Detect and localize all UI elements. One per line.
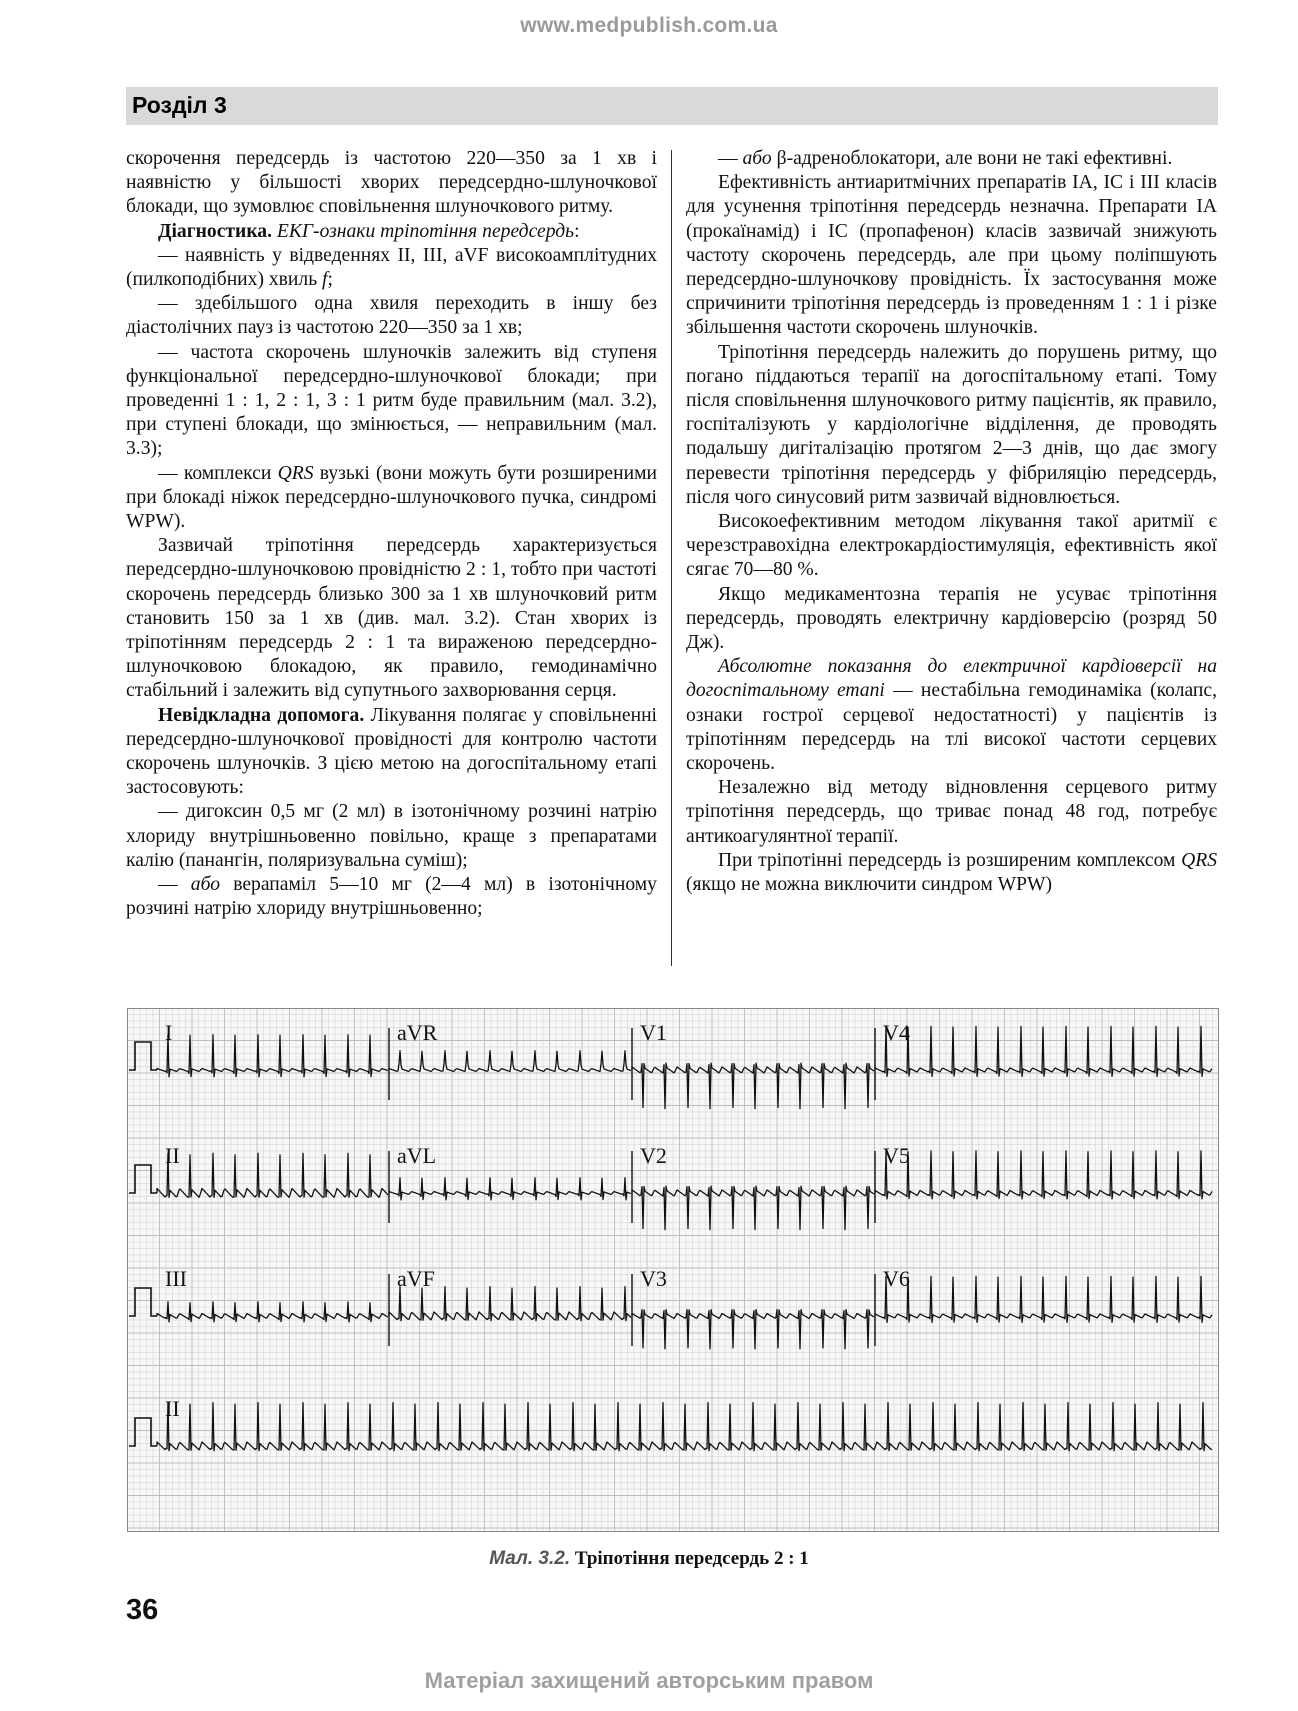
right-text-column xyxy=(686,147,1217,897)
left-text-column xyxy=(126,147,657,922)
paragraph xyxy=(126,244,657,292)
copyright-watermark: Матеріал захищений авторським правом xyxy=(424,1668,874,1693)
paragraph xyxy=(126,704,657,801)
paragraph xyxy=(686,583,1217,656)
text-run: — комплекси xyxy=(158,462,278,484)
lead-label: aVF xyxy=(397,1266,435,1291)
paragraph xyxy=(126,462,657,535)
lead-label: II xyxy=(165,1143,180,1168)
text-run: Абсолютне показання до електричної кардіоверсії на догоспітальному етапі xyxy=(686,656,1217,702)
ecg-tracing xyxy=(127,1008,1219,1532)
paragraph xyxy=(686,341,1217,510)
text-run: f xyxy=(322,269,328,291)
text-run: — дигоксин 0,5 мг (2 мл) в ізотонічному розчині натрію хлориду внутрішньовенно повільно, краще з препаратами калію (панангін, поляризувальна суміш); xyxy=(126,801,657,871)
text-run: верапаміл 5—10 мг (2—4 мл) в ізотонічному розчині натрію хлориду внутрішньовенно; xyxy=(126,874,657,920)
text-run: — наявність у відведеннях II, III, aVF високоамплітудних (пилкоподібних) хвиль xyxy=(126,244,657,291)
text-run: Якщо медикаментозна терапія не усуває тріпотіння передсердь, проводять електричну кардіоверсію (розряд 50 Дж). xyxy=(686,583,1217,654)
text-run: Незалежно від методу відновлення серцевого ритму тріпотіння передсердь, що триває понад 48 год, потребує антикоагулянтної терапії. xyxy=(686,777,1217,847)
text-run: Зазвичай тріпотіння передсердь характеризується передсердно-шлуночковою провідністю 2 : 1, тобто при частоті скорочень передсердь близько 300 за 1 хв шлуночковий ритм становить 150 за 1 хв (див. мал. 3.2). Стан хворих із тріпотінням передсердь 2 : 1 та вираженою передсердно-шлуночковою блокадою, як правило, гемодинамічно стабільний і залежить від супутнього захворювання серця. xyxy=(126,535,657,702)
text-run: QRS xyxy=(277,462,314,484)
text-run: Лікування полягає у сповільненні передсердно-шлуночкової провідності для контролю частоти скорочень шлуночків. З цією метою на догоспітальному етапі застосовують: xyxy=(126,704,658,799)
text-run: Ефективність антиаритмічних препаратів IA, IC і III класів для усунення тріпотіння передсердь незначна. Препарати IA (прокаїнамід) і IC (пропафенон) класів зазвичай знижують частоту скорочень передсердь, але при цьому поліпшують передсердно-шлуночкову провідність. Їх застосування може спричинити тріпотіння передсердь із проведенням 1 : 1 і різке збільшення частоти скорочень шлуночків. xyxy=(686,172,1217,339)
paragraph xyxy=(686,849,1217,897)
paragraph xyxy=(686,510,1217,583)
text-run: — xyxy=(158,874,191,896)
paragraph xyxy=(686,147,1217,171)
text-run: : xyxy=(574,220,580,242)
page-number: 36 xyxy=(126,1594,159,1626)
paragraph xyxy=(126,873,657,921)
lead-label: V6 xyxy=(883,1266,910,1291)
lead-label: V2 xyxy=(640,1143,667,1168)
watermark-url: www.medpublish.com.ua xyxy=(520,14,778,37)
lead-label: III xyxy=(165,1266,187,1291)
paragraph xyxy=(126,534,657,703)
text-run: — xyxy=(718,148,743,169)
text-run: β-адреноблокатори, але вони не такі ефективні. xyxy=(771,148,1173,169)
text-run: Високоефективним методом лікування такої аритмії є черезстравохідна електрокардіостимуляція, ефективність якої сягає 70—80 %. xyxy=(686,511,1217,581)
figure-caption xyxy=(0,1548,1298,1570)
text-run: або xyxy=(190,874,220,896)
lead-label: aVR xyxy=(397,1020,438,1045)
text-run: — частота скорочень шлуночків залежить від ступеня функціональної передсердно-шлуночкової блокади; при проведенні 1 : 1, 2 : 1, 3 : 1 ритм буде правильним (мал. 3.2), при ступені блокади, що змінюється, — неправильним (мал. 3.3); xyxy=(126,341,657,460)
paragraph xyxy=(686,171,1217,340)
text-run: ЕКГ-ознаки тріпотіння передсердь xyxy=(276,220,575,242)
lead-label: aVL xyxy=(397,1143,437,1168)
text-run: Діагностика. xyxy=(158,220,273,242)
paragraph xyxy=(686,776,1217,849)
column-divider xyxy=(671,150,672,966)
text-run: Невідкладна допомога. xyxy=(158,704,365,726)
paragraph xyxy=(686,655,1217,776)
text-run: або xyxy=(742,148,772,169)
paragraph xyxy=(126,220,657,244)
text-run: скорочення передсердь із частотою 220—350 за 1 хв і наявністю у більшості хворих передсердно-шлуночкової блокади, що зумовлює сповільнення шлуночкового ритму. xyxy=(126,148,657,218)
lead-label: II xyxy=(165,1396,180,1421)
text-run: ; xyxy=(327,269,333,291)
paragraph xyxy=(126,147,657,220)
lead-label: I xyxy=(165,1020,173,1045)
lead-label: V3 xyxy=(640,1266,667,1291)
paragraph xyxy=(126,800,657,873)
text-run: — здебільшого одна хвиля переходить в іншу без діастолічних пауз із частотою 220—350 за 1 хв; xyxy=(126,293,657,339)
lead-label: V1 xyxy=(640,1020,667,1045)
caption-label: Мал. 3.2. xyxy=(489,1548,571,1569)
text-run: Тріпотіння передсердь належить до порушень ритму, що погано піддаються терапії на догоспітальному етапі. Тому після сповільнення шлуночкового ритму пацієнтів, як правило, госпіталізують у кардіологічне відділення, де проводять подальшу дигіталізацію протягом 2—3 днів, що дає змогу перевести тріпотіння передсердь у фібриляцію передсердь, після чого синусовий ритм зазвичай відновлюється. xyxy=(686,341,1217,508)
lead-label: V5 xyxy=(883,1143,910,1168)
text-run: — нестабільна гемодинаміка (колапс, ознаки гострої серцевої недостатності) у пацієнтів із тріпотінням передсердь на тлі високої частоти серцевих скорочень. xyxy=(686,680,1217,775)
paragraph xyxy=(126,292,657,340)
section-title: Розділ 3 xyxy=(132,92,227,118)
ecg-figure xyxy=(127,1008,1219,1532)
lead-label: V4 xyxy=(883,1020,910,1045)
paragraph xyxy=(126,341,657,462)
section-header xyxy=(126,87,1218,125)
caption-text: Тріпотіння передсердь 2 : 1 xyxy=(574,1548,809,1569)
text-run: QRS xyxy=(1181,849,1217,871)
text-run: вузькі (вони можуть бути розширеними при блокаді ніжок передсердно-шлуночкового пучка, синдромі WPW). xyxy=(126,462,657,533)
text-run: (якщо не можна виключити синдром WPW) xyxy=(686,874,1053,896)
text-run: При тріпотінні передсердь із розширеним комплексом xyxy=(718,849,1182,871)
